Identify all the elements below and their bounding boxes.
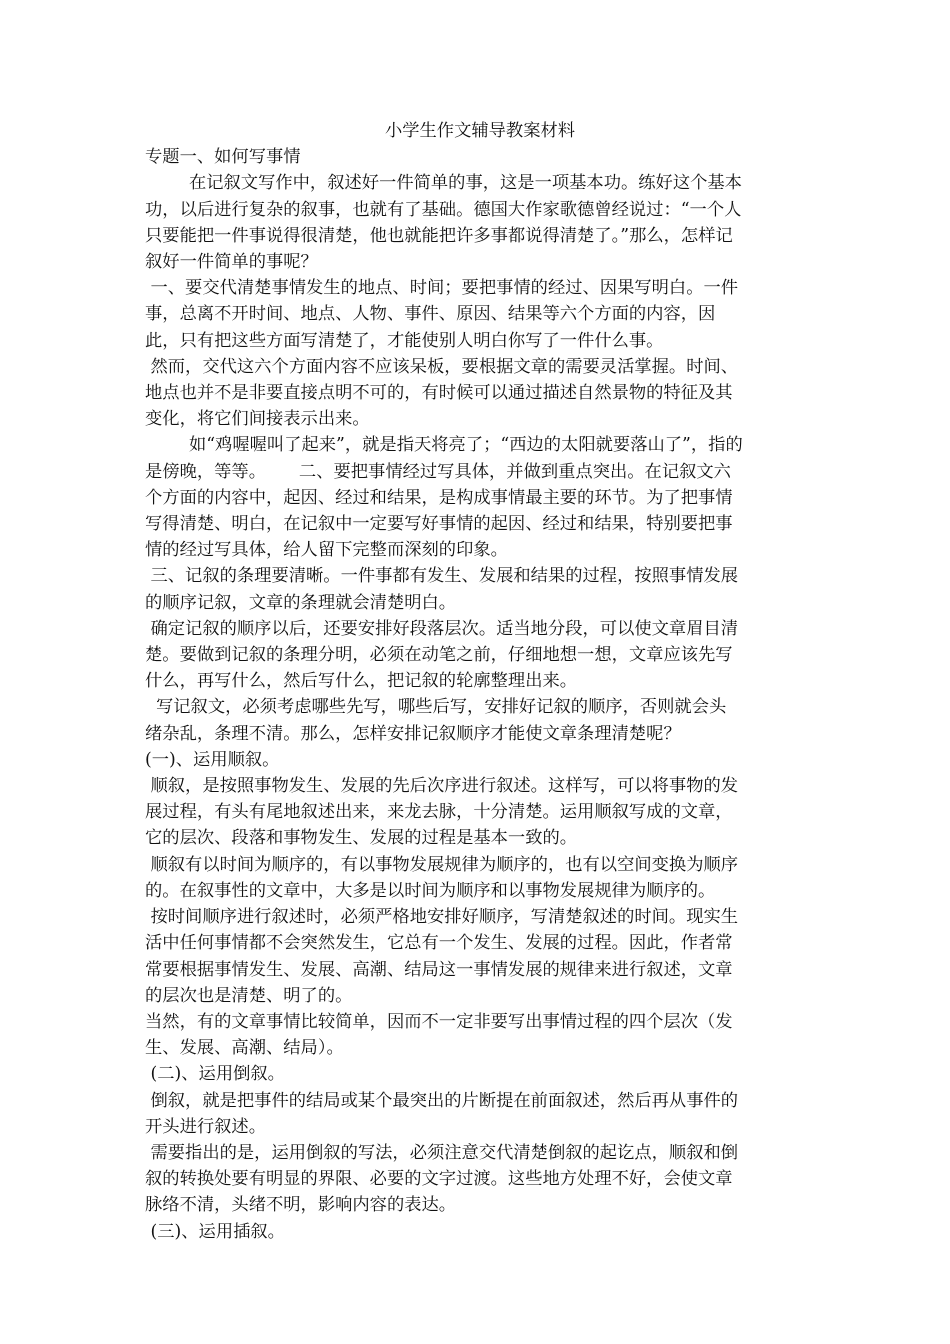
- text-line: 如“鸡喔喔叫了起来”，就是指天将亮了；“西边的太阳就要落山了”，指的: [145, 435, 743, 456]
- text-line: 展过程，有头有尾地叙述出来，来龙去脉，十分清楚。运用顺叙写成的文章，: [145, 802, 733, 823]
- text-line: 按时间顺序进行叙述时，必须严格地安排好顺序，写清楚叙述的时间。现实生: [145, 907, 739, 928]
- text-line: 是傍晚，等等。 二、要把事情经过写具体，并做到重点突出。在记叙文六: [145, 461, 731, 482]
- text-line: 地点也并不是非要直接点明不可的，有时候可以通过描述自然景物的特征及其: [145, 383, 733, 404]
- text-line: 的层次也是清楚、明了的。: [145, 985, 353, 1006]
- document-body: [145, 144, 815, 1245]
- text-line: 需要指出的是，运用倒叙的写法，必须注意交代清楚倒叙的起讫点，顺叙和倒: [145, 1142, 739, 1163]
- text-line: 开头进行叙述。: [145, 1116, 266, 1137]
- text-line: 叙好一件简单的事呢？: [145, 252, 318, 273]
- text-line: 绪杂乱，条理不清。那么，怎样安排记叙顺序才能使文章条理清楚呢？: [145, 723, 681, 744]
- text-line: 顺叙有以时间为顺序的，有以事物发展规律为顺序的，也有以空间变换为顺序: [145, 854, 739, 875]
- text-line: 功，以后进行复杂的叙事，也就有了基础。德国大作家歌德曾经说过：“一个人: [145, 199, 742, 220]
- text-line: 脉络不清，头绪不明，影响内容的表达。: [145, 1195, 457, 1216]
- text-line: 的。在叙事性的文章中，大多是以时间为顺序和以事物发展规律为顺序的。: [145, 880, 716, 901]
- text-line: 的顺序记叙，文章的条理就会清楚明白。: [145, 592, 457, 613]
- text-line: 常要根据事情发生、发展、高潮、结局这一事情发展的规律来进行叙述，文章: [145, 959, 733, 980]
- text-line: 写记叙文，必须考虑哪些先写，哪些后写，安排好记叙的顺序，否则就会头: [145, 697, 727, 718]
- text-line: 事，总离不开时间、地点、人物、事件、原因、结果等六个方面的内容，因: [145, 304, 716, 325]
- text-line: 情的经过写具体，给人留下完整而深刻的印象。: [145, 540, 508, 561]
- text-line: (二)、运用倒叙。: [145, 1064, 285, 1085]
- text-line: 个方面的内容中，起因、经过和结果，是构成事情最主要的环节。为了把事情: [145, 487, 733, 508]
- text-line: 当然，有的文章事情比较简单，因而不一定非要写出事情过程的四个层次（发: [145, 1011, 733, 1032]
- text-line: 它的层次、段落和事物发生、发展的过程是基本一致的。: [145, 828, 578, 849]
- text-line: 倒叙，就是把事件的结局或某个最突出的片断提在前面叙述，然后再从事件的: [145, 1090, 739, 1111]
- document-title: 小学生作文辅导教案材料: [384, 121, 576, 141]
- text-line: 三、记叙的条理要清晰。一件事都有发生、发展和结果的过程，按照事情发展: [145, 566, 739, 587]
- text-line: 楚。要做到记叙的条理分明，必须在动笔之前，仔细地想一想，文章应该先写: [145, 645, 733, 666]
- text-line: 确定记叙的顺序以后，还要安排好段落层次。适当地分段，可以使文章眉目清: [145, 618, 739, 639]
- text-line: 一、要交代清楚事情发生的地点、时间；要把事情的经过、因果写明白。一件: [145, 278, 739, 299]
- text-line: 专题一、如何写事情: [145, 147, 301, 168]
- text-line: 此，只有把这些方面写清楚了，才能使别人明白你写了一件什么事。: [145, 330, 664, 351]
- text-line: 然而，交代这六个方面内容不应该呆板，要根据文章的需要灵活掌握。时间、: [145, 356, 739, 377]
- text-line: 在记叙文写作中，叙述好一件简单的事，这是一项基本功。练好这个基本: [145, 173, 742, 194]
- text-line: 什么，再写什么，然后写什么，把记叙的轮廓整理出来。: [145, 671, 578, 692]
- text-line: 生、发展、高潮、结局）。: [145, 1038, 344, 1059]
- text-line: 变化，将它们间接表示出来。: [145, 409, 370, 430]
- text-line: 只要能把一件事说得很清楚，他也就能把许多事都说得清楚了。”那么，怎样记: [145, 225, 733, 246]
- text-line: 顺叙，是按照事物发生、发展的先后次序进行叙述。这样写，可以将事物的发: [145, 776, 739, 797]
- text-line: 写得清楚、明白，在记叙中一定要写好事情的起因、经过和结果，特别要把事: [145, 514, 733, 535]
- text-line: 活中任何事情都不会突然发生，它总有一个发生、发展的过程。因此，作者常: [145, 933, 733, 954]
- text-line: 叙的转换处要有明显的界限、必要的文字过渡。这些地方处理不好，会使文章: [145, 1169, 733, 1190]
- document-page: [145, 118, 815, 1245]
- text-line: (一)、运用顺叙。: [145, 749, 280, 770]
- text-line: (三)、运用插叙。: [145, 1221, 285, 1242]
